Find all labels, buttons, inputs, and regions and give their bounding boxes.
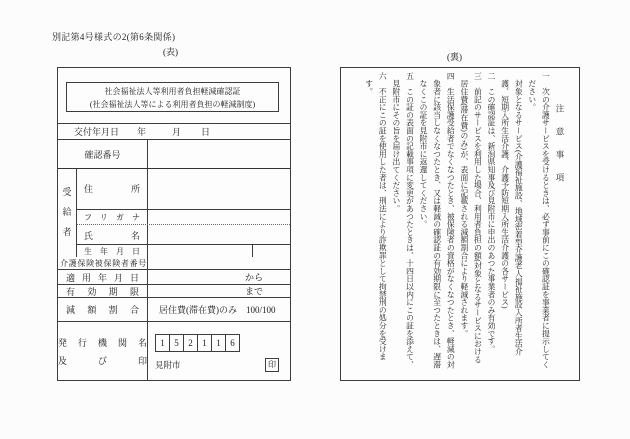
back-card (340, 67, 580, 381)
furigana-value (148, 210, 290, 224)
application-date-label: 適用年月日 (66, 272, 139, 283)
seal-box: 印 (265, 358, 279, 372)
reduction-label: 減額割合 (66, 305, 139, 315)
from-suffix: から (244, 272, 263, 283)
address-row (77, 169, 290, 210)
issuer-label-line2: 及び印 (58, 355, 147, 366)
name-row (77, 225, 290, 245)
until-suffix: まで (244, 286, 263, 297)
issuer-code-boxes (155, 334, 290, 352)
confirm-number-label: 確認番号 (58, 140, 148, 168)
notice-line: 四 生活保護受給者でなくなつたとき、被保険者の資格がなくなつたとき、軽減の対 (446, 72, 456, 369)
notice-line: 見附市にその旨を届け出てください。 (391, 72, 401, 213)
issuer-value (148, 322, 290, 380)
furigana-row (77, 210, 290, 225)
birthdate-label: 生年月日 (77, 245, 148, 257)
recipient-label: 受給者 (58, 169, 77, 257)
validity-label: 有効期限 (66, 286, 139, 297)
day-unit: 日 (201, 127, 211, 137)
card-title: 社会福祉法人等利用者負担軽減確認証 (104, 87, 241, 96)
address-label: 住所 (77, 169, 148, 209)
application-date-row (58, 269, 290, 284)
address-value (148, 169, 290, 209)
name-label: 氏名 (77, 225, 148, 244)
confirm-number-row (58, 140, 290, 169)
insured-number-row (58, 257, 290, 269)
insured-number-label: 介護保険被保険者番号 (60, 258, 147, 268)
validity-row (58, 284, 290, 297)
notice-line: 居住費(滞在費)のみ)が、表面に記載される減額割合により軽減されます。 (459, 72, 469, 338)
notice-text (346, 72, 566, 374)
recipient-group (58, 169, 290, 257)
issuer-code-digit: 1 (211, 334, 226, 352)
issuer-code-digit: 1 (197, 334, 212, 352)
notice-line: 二 この確認証は、新潟県知事及び見附市に申出のあつた事業者のみ有効です。 (487, 72, 497, 353)
notice-line: 三 前記のサービスを利用した場合、利用者負担の額(対象となるサービスにおける (473, 72, 483, 364)
reduction-value: 居住費(滞在費)のみ 100/100 (159, 305, 276, 315)
notice-line: す。 (364, 72, 374, 96)
notice-line: 護、短期入所生活介護、介護予防短期入所生活介護の各サービス) (500, 72, 510, 309)
reduction-row (58, 297, 290, 321)
issuer-label-line1: 発行機関名 (58, 337, 147, 348)
issuer-label (58, 322, 148, 380)
issue-date-row (58, 123, 290, 140)
notice-line: なくこの証を見附市に返還してください。 (419, 72, 429, 228)
issuer-name: 見附市 (155, 360, 181, 370)
front-card (57, 67, 291, 381)
issuer-code-digit: 6 (225, 334, 240, 352)
notice-line: 一 次の介護サービスを受けるときは、必ず事前にこの確認証を事業者に提示してく (541, 72, 551, 369)
issuer-code-digit: 5 (169, 334, 184, 352)
notice-line: 対象となるサービス(介護福祉施設、地域密着型介護老人福祉施設入所者生活介 (514, 72, 524, 356)
application-date-value (148, 270, 290, 284)
notice-line: ださい。 (527, 72, 537, 111)
front-side-label: (表) (163, 47, 178, 57)
birthdate-value (148, 245, 290, 257)
insured-number-value (148, 257, 290, 269)
card-subtitle: (社会福祉法人等による利用者負担の軽減制度) (89, 100, 256, 109)
furigana-label: フリガナ (77, 210, 148, 224)
month-unit: 月 (172, 127, 182, 137)
year-unit: 年 (137, 127, 147, 137)
issuer-code-digit: 2 (183, 334, 198, 352)
back-side-label: (裏) (447, 52, 462, 62)
name-value (148, 225, 290, 244)
notice-line: 象者に該当しなくなつたとき、又は軽減の確認証の有効期限に至つたときは、遅滞 (432, 72, 442, 369)
birthdate-subcell-divider (252, 245, 253, 257)
notice-line: 五 この証の表面の記載事項に変更があつたときは、十四日以内にこの証を添えて、 (405, 72, 415, 369)
issuer-code-digit: 1 (155, 334, 170, 352)
issue-date-label: 交付年月日 (74, 127, 120, 137)
confirm-number-value (148, 140, 290, 168)
birthdate-row (77, 245, 290, 257)
form-number: 別記第4号様式の2(第6条関係) (52, 32, 176, 42)
validity-value (148, 285, 290, 297)
notice-line: 六 不正にこの証を使用した者は、刑法により詐欺罪として拘禁刑の処分を受けま (378, 72, 388, 361)
notice-heading: 注 意 事 項 (555, 104, 565, 185)
card-title-box (66, 82, 279, 112)
issuer-row (58, 321, 290, 380)
